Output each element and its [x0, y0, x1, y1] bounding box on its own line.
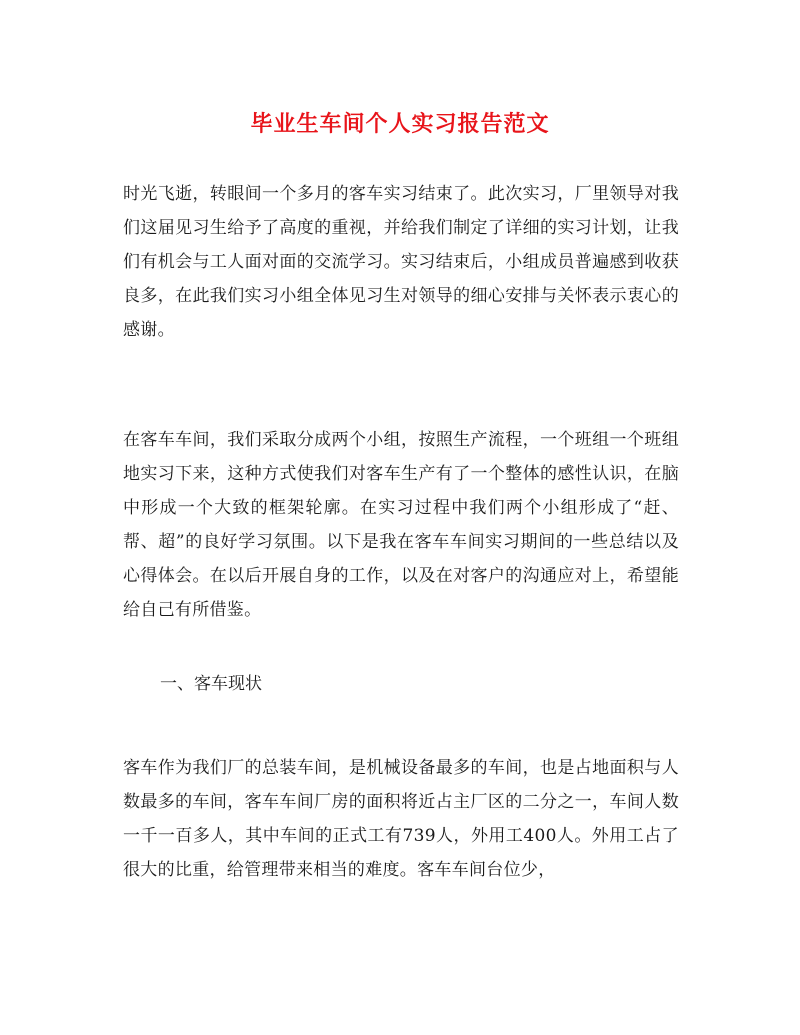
section-heading: 一、客车现状 [160, 674, 262, 694]
paragraph-workshop: 在客车车间，我们采取分成两个小组，按照生产流程，一个班组一个班组地实习下来，这种方式使我们对客车生产有了一个整体的感性认识，在脑中形成一个大致的框架轮廓。在实习过程中我们两个小组形成了“赶、帮、超”的良好学习氛围。以下是我在客车车间实习期间的一些总结以及心得体会。在以后开展自身的工作，以及在对客户的沟通应对上，希望能给自己有所借鉴。 [123, 430, 679, 620]
document-title: 毕业生车间个人实习报告范文 [250, 111, 550, 137]
paragraph-status: 客车作为我们厂的总装车间，是机械设备最多的车间，也是占地面积与人数最多的车间，客车车间厂房的面积将近占主厂区的二分之一，车间人数一千一百多人，其中车间的正式工有739人，外用工400人。外用工占了很大的比重，给管理带来相当的难度。客车车间台位少， [123, 758, 679, 880]
paragraph-intro: 时光飞逝，转眼间一个多月的客车实习结束了。此次实习，厂里领导对我们这届见习生给予了高度的重视，并给我们制定了详细的实习计划，让我们有机会与工人面对面的交流学习。实习结束后，小组成员普遍感到收获良多，在此我们实习小组全体见习生对领导的细心安排与关怀表示衷心的感谢。 [123, 184, 679, 340]
